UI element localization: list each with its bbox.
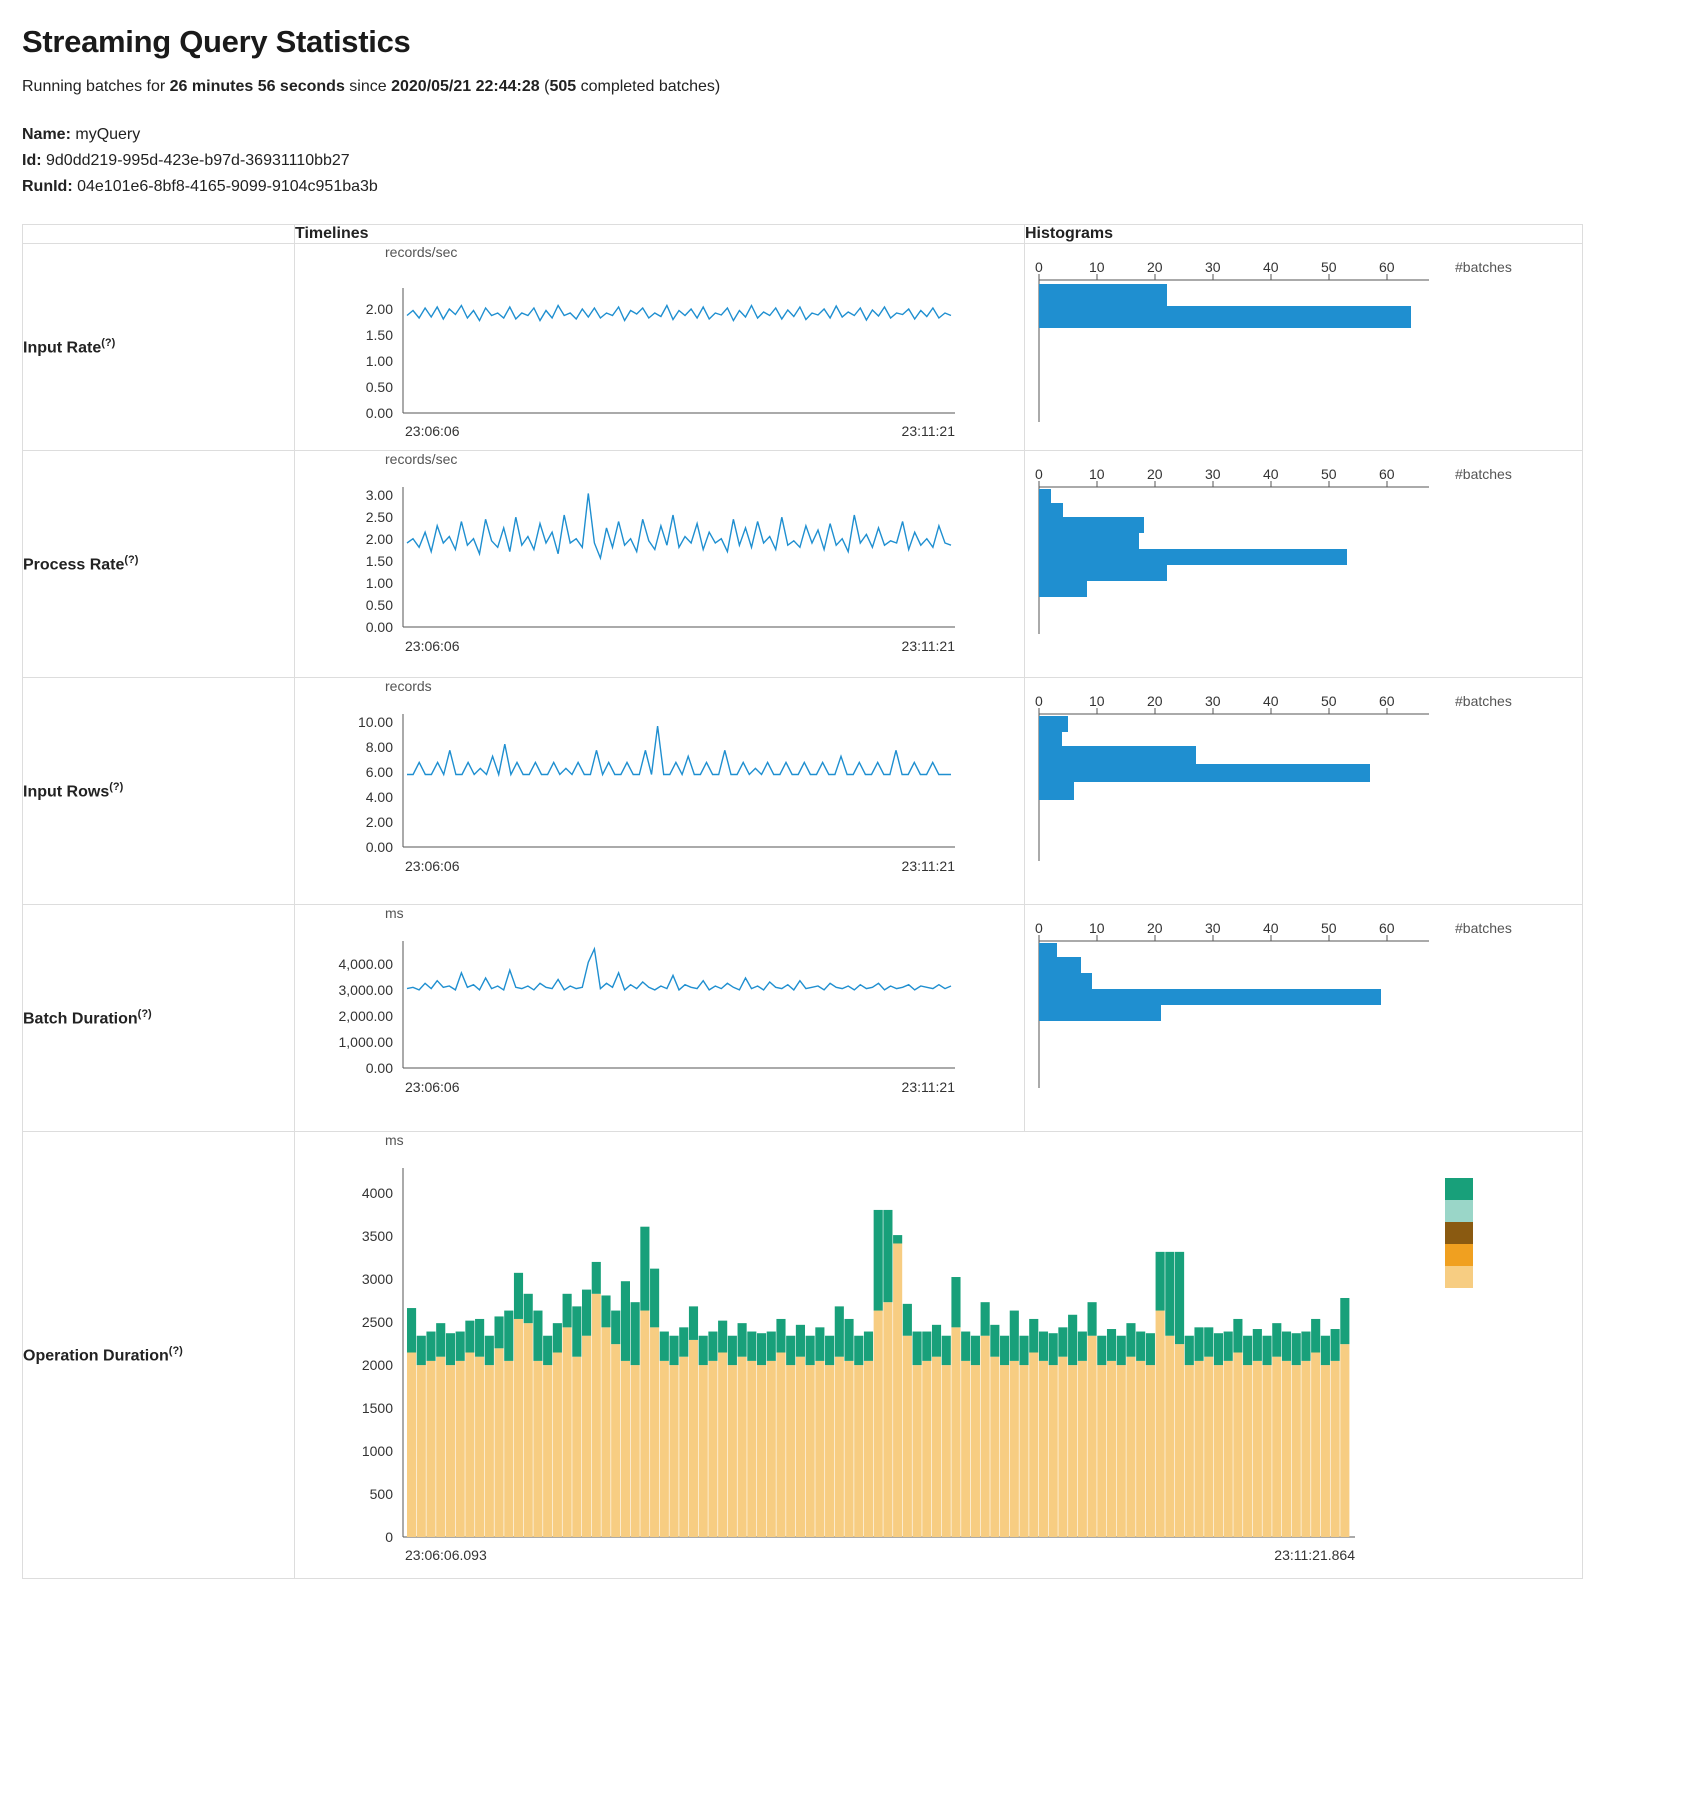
help-icon[interactable]: (?) [109, 780, 124, 793]
table-header-row [23, 224, 1583, 243]
svg-text:0.00: 0.00 [365, 838, 393, 855]
batch-duration-unit: ms [385, 904, 404, 921]
svg-text:2000: 2000 [361, 1356, 393, 1373]
svg-text:1000: 1000 [361, 1442, 393, 1459]
svg-text:2.00: 2.00 [365, 300, 393, 317]
operation-duration-unit: ms [385, 1131, 404, 1148]
batch-duration-histogram-cell [1025, 904, 1583, 1131]
svg-text:4,000.00: 4,000.00 [338, 955, 393, 972]
input-rows-histogram-chart [1025, 686, 1565, 896]
operation-duration-legend [1445, 1178, 1473, 1288]
svg-text:50: 50 [1321, 919, 1337, 936]
batch-duration-timeline-cell [295, 904, 1025, 1131]
svg-text:1.00: 1.00 [365, 352, 393, 369]
svg-text:30: 30 [1205, 919, 1221, 936]
header-blank [23, 224, 295, 243]
svg-text:0.50: 0.50 [365, 596, 393, 613]
summary-mid: since [344, 78, 392, 95]
svg-text:20: 20 [1147, 692, 1163, 709]
help-icon[interactable]: (?) [137, 1007, 152, 1020]
svg-text:#batches: #batches [1455, 258, 1512, 275]
table-row [23, 450, 1583, 677]
svg-text:60: 60 [1379, 692, 1395, 709]
svg-text:23:11:21: 23:11:21 [901, 1078, 955, 1095]
svg-text:60: 60 [1379, 258, 1395, 275]
help-icon[interactable]: (?) [101, 336, 116, 349]
operation-duration-cell [295, 1131, 1583, 1578]
input-rate-unit: records/sec [385, 243, 458, 260]
row-label-input-rows [23, 677, 295, 904]
query-id-row [22, 148, 1671, 174]
operation-duration-chart [295, 1148, 1445, 1578]
svg-text:10.00: 10.00 [357, 713, 393, 730]
svg-text:0.50: 0.50 [365, 378, 393, 395]
svg-text:30: 30 [1205, 258, 1221, 275]
svg-text:50: 50 [1321, 258, 1337, 275]
table-row [23, 243, 1583, 450]
process-rate-unit: records/sec [385, 450, 458, 467]
summary-prefix: Running batches for [22, 78, 170, 95]
statistics-table [22, 224, 1583, 1579]
svg-text:60: 60 [1379, 465, 1395, 482]
legend-swatch-lightgreen [1445, 1200, 1473, 1222]
batch-duration-timeline-chart [295, 921, 995, 1131]
svg-text:1.50: 1.50 [365, 326, 393, 343]
header-timelines: Timelines [295, 224, 1025, 243]
summary-tail: completed batches) [576, 78, 721, 95]
svg-text:20: 20 [1147, 465, 1163, 482]
input-rate-histogram-cell [1025, 243, 1583, 450]
svg-text:10: 10 [1089, 692, 1105, 709]
summary-since: 2020/05/21 22:44:28 [391, 78, 540, 95]
svg-text:30: 30 [1205, 692, 1221, 709]
svg-text:0.00: 0.00 [365, 618, 393, 635]
legend-swatch-orange [1445, 1244, 1473, 1266]
svg-text:20: 20 [1147, 258, 1163, 275]
process-rate-histogram-cell [1025, 450, 1583, 677]
operation-duration-label: Operation Duration [23, 1346, 169, 1364]
svg-text:#batches: #batches [1455, 919, 1512, 936]
process-rate-timeline-chart [295, 467, 995, 677]
svg-text:4000: 4000 [361, 1184, 393, 1201]
svg-text:3.00: 3.00 [365, 486, 393, 503]
header-histograms: Histograms [1025, 224, 1583, 243]
table-row [23, 1131, 1583, 1578]
svg-text:1,000.00: 1,000.00 [338, 1033, 393, 1050]
svg-text:3,000.00: 3,000.00 [338, 981, 393, 998]
svg-text:10: 10 [1089, 919, 1105, 936]
svg-text:2.00: 2.00 [365, 530, 393, 547]
svg-text:8.00: 8.00 [365, 738, 393, 755]
svg-text:23:11:21: 23:11:21 [901, 422, 955, 439]
svg-text:3000: 3000 [361, 1270, 393, 1287]
svg-text:2.00: 2.00 [365, 813, 393, 830]
input-rows-timeline-cell [295, 677, 1025, 904]
input-rate-timeline-chart [295, 260, 995, 450]
input-rows-unit: records [385, 677, 432, 694]
query-runid-row [22, 174, 1671, 200]
query-name-row [22, 122, 1671, 148]
process-rate-timeline-cell [295, 450, 1025, 677]
input-rate-timeline-cell [295, 243, 1025, 450]
svg-text:50: 50 [1321, 465, 1337, 482]
summary-duration: 26 minutes 56 seconds [169, 78, 345, 95]
process-rate-label: Process Rate [23, 555, 125, 573]
query-metadata [22, 122, 1671, 200]
svg-text:40: 40 [1263, 919, 1279, 936]
query-id-value: 9d0dd219-995d-423e-b97d-36931110bb27 [46, 151, 350, 169]
svg-text:4.00: 4.00 [365, 788, 393, 805]
batch-duration-label: Batch Duration [23, 1009, 138, 1027]
svg-text:0.00: 0.00 [365, 1059, 393, 1076]
svg-text:1.00: 1.00 [365, 574, 393, 591]
svg-text:3500: 3500 [361, 1227, 393, 1244]
svg-text:#batches: #batches [1455, 465, 1512, 482]
svg-text:30: 30 [1205, 465, 1221, 482]
svg-text:0: 0 [1035, 465, 1043, 482]
svg-text:2,000.00: 2,000.00 [338, 1007, 393, 1024]
svg-text:23:06:06.093: 23:06:06.093 [405, 1546, 487, 1563]
svg-text:10: 10 [1089, 258, 1105, 275]
query-runid-value: 04e101e6-8bf8-4165-9099-9104c951ba3b [77, 177, 378, 195]
help-icon[interactable]: (?) [124, 553, 139, 566]
svg-text:1.50: 1.50 [365, 552, 393, 569]
legend-swatch-green [1445, 1178, 1473, 1200]
svg-text:0: 0 [385, 1528, 393, 1545]
process-rate-histogram-chart [1025, 459, 1565, 669]
svg-text:#batches: #batches [1455, 692, 1512, 709]
running-batches-summary [22, 78, 1671, 96]
input-rows-histogram-cell [1025, 677, 1583, 904]
svg-text:0.00: 0.00 [365, 404, 393, 421]
help-icon[interactable]: (?) [168, 1344, 183, 1357]
svg-text:40: 40 [1263, 692, 1279, 709]
svg-text:23:11:21: 23:11:21 [901, 857, 955, 874]
legend-swatch-lightorange [1445, 1266, 1473, 1288]
svg-text:1500: 1500 [361, 1399, 393, 1416]
legend-swatch-brown [1445, 1222, 1473, 1244]
summary-batch-count: 505 [549, 78, 577, 95]
svg-text:23:06:06: 23:06:06 [405, 1078, 460, 1095]
svg-text:50: 50 [1321, 692, 1337, 709]
svg-text:0: 0 [1035, 258, 1043, 275]
table-row [23, 904, 1583, 1131]
svg-text:23:06:06: 23:06:06 [405, 637, 460, 654]
row-label-input-rate [23, 243, 295, 450]
query-name-value: myQuery [75, 126, 141, 143]
svg-text:0: 0 [1035, 919, 1043, 936]
svg-text:60: 60 [1379, 919, 1395, 936]
svg-text:23:06:06: 23:06:06 [405, 422, 460, 439]
svg-text:23:11:21: 23:11:21 [901, 637, 955, 654]
table-row [23, 677, 1583, 904]
input-rate-label: Input Rate [23, 338, 102, 356]
row-label-batch-duration [23, 904, 295, 1131]
row-label-process-rate [23, 450, 295, 677]
page-title: Streaming Query Statistics [22, 24, 411, 59]
query-runid-label: RunId: [22, 177, 73, 195]
batch-duration-histogram-chart [1025, 913, 1565, 1123]
svg-text:500: 500 [369, 1485, 393, 1502]
svg-text:0: 0 [1035, 692, 1043, 709]
svg-text:2.50: 2.50 [365, 508, 393, 525]
query-id-label: Id: [22, 151, 42, 169]
input-rows-timeline-chart [295, 694, 995, 904]
input-rows-label: Input Rows [23, 782, 110, 800]
query-name-label: Name: [22, 126, 71, 143]
row-label-operation-duration [23, 1131, 295, 1578]
svg-text:23:06:06: 23:06:06 [405, 857, 460, 874]
svg-text:20: 20 [1147, 919, 1163, 936]
svg-text:10: 10 [1089, 465, 1105, 482]
summary-open: ( [539, 78, 550, 95]
svg-text:23:11:21.864: 23:11:21.864 [1274, 1546, 1355, 1563]
svg-text:6.00: 6.00 [365, 763, 393, 780]
svg-text:40: 40 [1263, 258, 1279, 275]
svg-text:2500: 2500 [361, 1313, 393, 1330]
input-rate-histogram-chart [1025, 252, 1565, 442]
svg-text:40: 40 [1263, 465, 1279, 482]
